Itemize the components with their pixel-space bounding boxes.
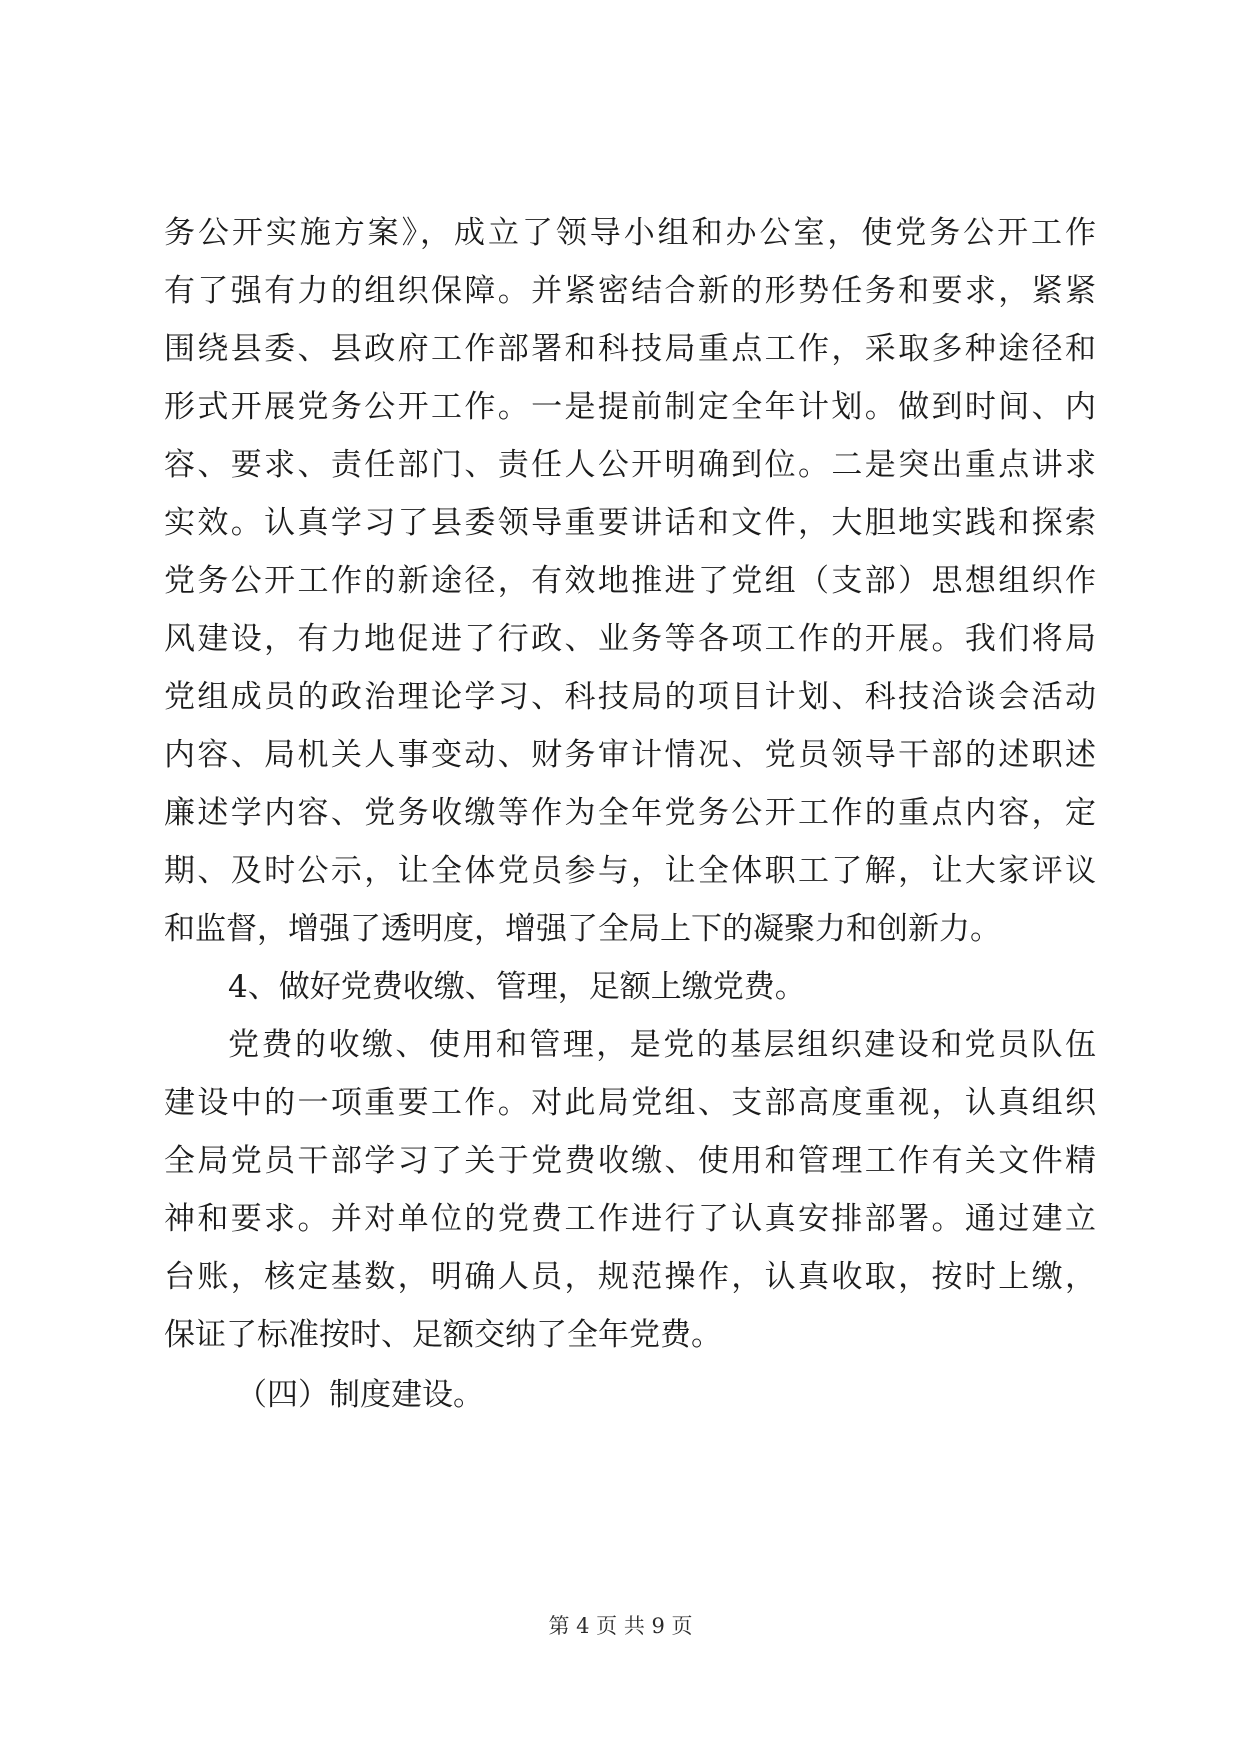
text-line: 务公开实施方案》，成立了领导小组和办公室，使党务公开工作 <box>164 215 1096 251</box>
text-line: 党务公开工作的新途径，有效地推进了党组（支部）思想组织作 <box>164 563 1096 599</box>
text-line: 期、及时公示，让全体党员参与，让全体职工了解，让大家评议 <box>164 853 1096 889</box>
text-line: 实效。认真学习了县委领导重要讲话和文件，大胆地实践和探索 <box>164 505 1096 541</box>
text-line: 和监督，增强了透明度，增强了全局上下的凝聚力和创新力。 <box>164 911 1001 947</box>
text-line: 党费的收缴、使用和管理，是党的基层组织建设和党员队伍 <box>228 1027 1096 1063</box>
text-line: 神和要求。并对单位的党费工作进行了认真安排部署。通过建立 <box>164 1201 1096 1237</box>
text-line: 台账，核定基数，明确人员，规范操作，认真收取，按时上缴， <box>164 1259 1096 1295</box>
text-line: 风建设，有力地促进了行政、业务等各项工作的开展。我们将局 <box>164 621 1096 657</box>
text-line: 党组成员的政治理论学习、科技局的项目计划、科技洽谈会活动 <box>164 679 1096 715</box>
section-heading: （四）制度建设。 <box>236 1377 484 1413</box>
text-line: 形式开展党务公开工作。一是提前制定全年计划。做到时间、内 <box>164 389 1096 425</box>
text-line: 围绕县委、县政府工作部署和科技局重点工作，采取多种途径和 <box>164 331 1096 367</box>
text-line: 廉述学内容、党务收缴等作为全年党务公开工作的重点内容，定 <box>164 795 1096 831</box>
text-line: 容、要求、责任部门、责任人公开明确到位。二是突出重点讲求 <box>164 447 1096 483</box>
text-line: 全局党员干部学习了关于党费收缴、使用和管理工作有关文件精 <box>164 1143 1096 1179</box>
text-line: 建设中的一项重要工作。对此局党组、支部高度重视，认真组织 <box>164 1085 1096 1121</box>
page-number-footer: 第 4 页 共 9 页 <box>548 1614 693 1638</box>
section-heading: 4、做好党费收缴、管理，足额上缴党费。 <box>228 969 806 1005</box>
text-line: 有了强有力的组织保障。并紧密结合新的形势任务和要求，紧紧 <box>164 273 1096 309</box>
text-line: 保证了标准按时、足额交纳了全年党费。 <box>164 1317 722 1353</box>
text-line: 内容、局机关人事变动、财务审计情况、党员领导干部的述职述 <box>164 737 1096 773</box>
